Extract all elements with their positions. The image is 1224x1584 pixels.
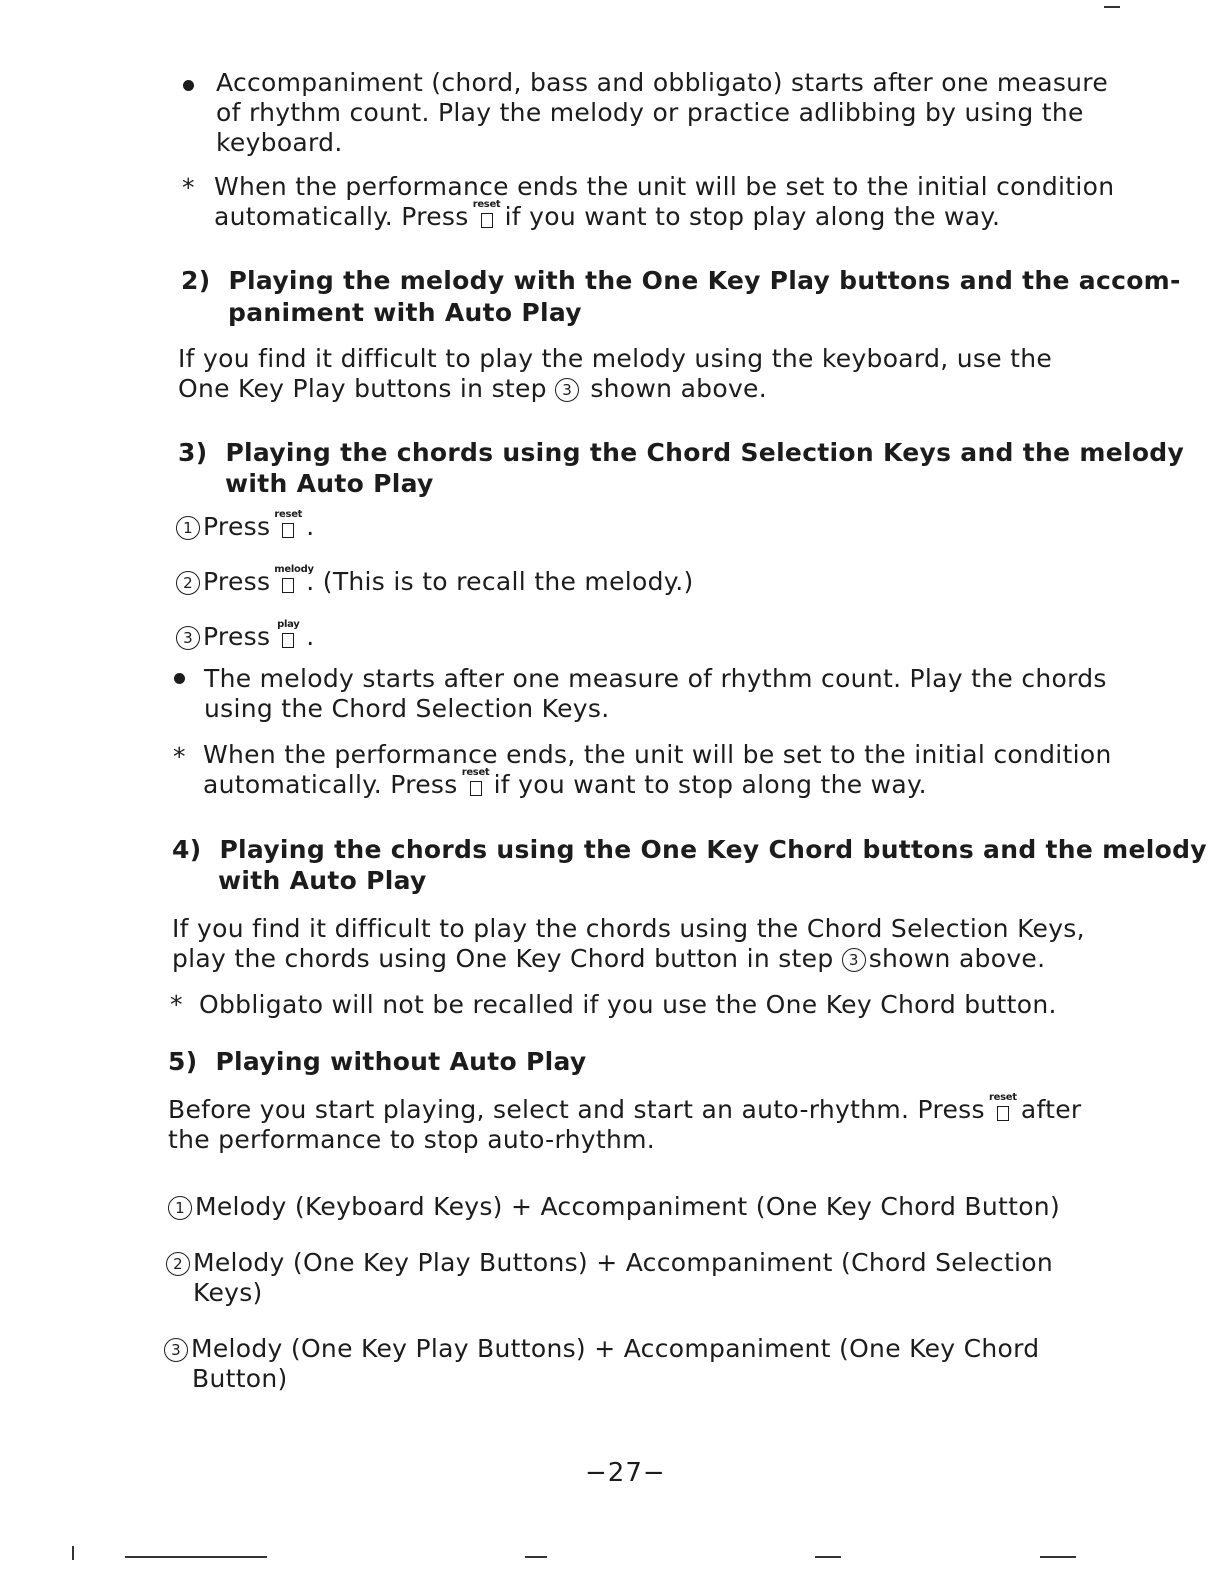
- step-number-icon: 1: [176, 516, 200, 540]
- step-1: 1 Press reset .: [176, 512, 315, 542]
- bottom-rule: [815, 1556, 841, 1558]
- text-line: If you find it difficult to play the chords using the Chord Selection Keys,: [172, 914, 1085, 943]
- text-line: keyboard.: [216, 128, 343, 157]
- text-line: If you find it difficult to play the melody using the keyboard, use the: [178, 344, 1053, 373]
- reset-button-icon: reset: [274, 512, 302, 542]
- bullet-paragraph: [204, 664, 1107, 724]
- option-2-cont: Keys): [193, 1278, 263, 1307]
- asterisk-mark: *: [182, 173, 195, 202]
- option-3-cont: Button): [192, 1364, 288, 1393]
- text-line: Before you start playing, select and start an auto-rhythm. Press reset after: [168, 1092, 1082, 1124]
- section-3-heading: 3) Playing the chords using the Chord Selection Keys and the melody: [178, 438, 1185, 467]
- section-2-heading-cont: paniment with Auto Play: [228, 298, 582, 327]
- text-line: When the performance ends, the unit will be set to the initial condition: [203, 740, 1112, 769]
- text-line: play the chords using One Key Chord button in step 3 shown above.: [172, 944, 1046, 973]
- bullet-paragraph: [216, 68, 1108, 158]
- reset-button-icon: reset: [473, 202, 501, 232]
- page-number: −27−: [585, 1458, 666, 1488]
- bullet-icon: [183, 80, 194, 91]
- text-line: When the performance ends the unit will be set to the initial condition: [214, 172, 1115, 201]
- option-number-icon: 1: [168, 1196, 192, 1220]
- play-button-icon: play: [274, 622, 302, 652]
- option-2: 2 Melody (One Key Play Buttons) + Accompaniment (Chord Selection: [166, 1248, 1053, 1278]
- text-line: One Key Play buttons in step 3 shown above.: [178, 374, 767, 403]
- section-2-paragraph: [178, 344, 1052, 404]
- text-line: using the Chord Selection Keys.: [204, 694, 610, 723]
- step-number-icon: 2: [176, 571, 200, 595]
- text-line: of rhythm count. Play the melody or practice adlibbing by using the: [216, 98, 1084, 127]
- section-3-heading-cont: with Auto Play: [225, 469, 434, 498]
- text-line: automatically. Press reset if you want to stop play along the way.: [214, 199, 1001, 231]
- step-number-icon: 3: [176, 626, 200, 650]
- reset-button-icon: reset: [462, 770, 490, 800]
- note-paragraph: [214, 172, 1114, 232]
- step-number-icon: 3: [842, 948, 866, 972]
- option-number-icon: 3: [164, 1338, 188, 1362]
- reset-button-icon: reset: [989, 1095, 1017, 1125]
- bottom-rule: [125, 1556, 267, 1558]
- melody-button-icon: melody: [274, 567, 302, 597]
- option-number-icon: 2: [166, 1252, 190, 1276]
- bullet-icon: [174, 673, 185, 684]
- step-2: 2 Press melody . (This is to recall the melody.): [176, 567, 694, 597]
- bottom-rule: [1040, 1556, 1076, 1558]
- option-1: 1 Melody (Keyboard Keys) + Accompaniment (One Key Chord Button): [168, 1192, 1060, 1222]
- note-paragraph: [199, 990, 1057, 1020]
- text-line: the performance to stop auto-rhythm.: [168, 1125, 655, 1154]
- section-5-paragraph: [168, 1092, 1082, 1155]
- section-4-heading-cont: with Auto Play: [218, 866, 427, 895]
- step-number-icon: 3: [555, 378, 579, 402]
- section-4-paragraph: [172, 914, 1085, 974]
- corner-mark: [72, 1546, 74, 1560]
- section-5-heading: 5) Playing without Auto Play: [168, 1047, 587, 1076]
- text-line: Obbligato will not be recalled if you use the One Key Chord button.: [199, 990, 1057, 1019]
- bottom-rule: [525, 1556, 547, 1558]
- asterisk-mark: *: [170, 990, 183, 1019]
- section-2-heading: 2) Playing the melody with the One Key Play buttons and the accom-: [181, 266, 1181, 295]
- asterisk-mark: *: [173, 742, 186, 771]
- section-4-heading: 4) Playing the chords using the One Key Chord buttons and the melody: [172, 835, 1207, 864]
- note-paragraph: [203, 740, 1112, 800]
- text-line: automatically. Press reset if you want to stop along the way.: [203, 767, 927, 799]
- top-corner-mark: [1104, 6, 1120, 8]
- text-line: Accompaniment (chord, bass and obbligato) starts after one measure: [216, 68, 1109, 97]
- option-3: 3 Melody (One Key Play Buttons) + Accompaniment (One Key Chord: [164, 1334, 1039, 1364]
- step-3: 3 Press play .: [176, 622, 315, 652]
- text-line: The melody starts after one measure of rhythm count. Play the chords: [204, 664, 1107, 693]
